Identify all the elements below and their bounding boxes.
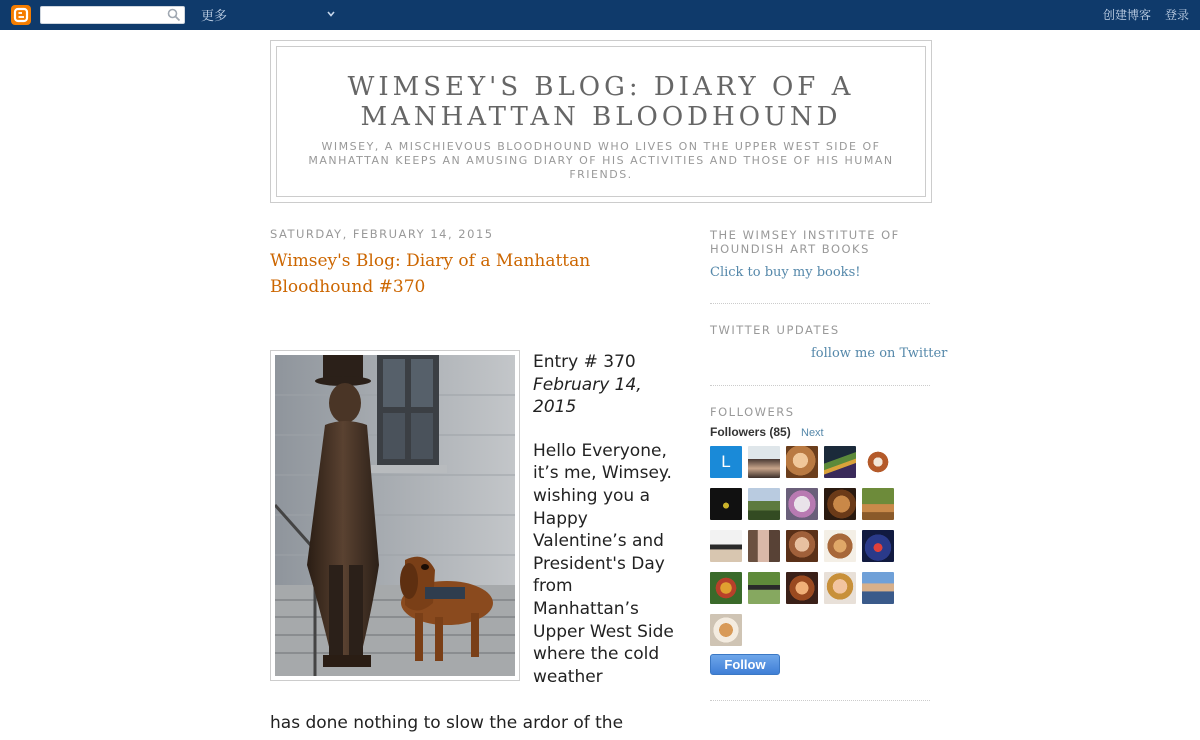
navbar-more-menu[interactable]: 更多 [201,9,228,24]
login-link[interactable]: 登录 [1165,8,1190,22]
post-date: SATURDAY, FEBRUARY 14, 2015 [270,227,494,241]
follower-avatar[interactable] [862,446,894,478]
follower-avatar[interactable] [862,572,894,604]
blog-header [270,40,932,203]
follower-avatar[interactable] [824,572,856,604]
post-body-text: Hello Everyone, it’s me, Wimsey. wishing you a Happy Valentine’s and President's Day from Manhattan’s Upper West Side where the cold weather [533,440,674,687]
sidebar-divider [710,385,930,386]
blog-header-inner [276,46,926,197]
sidebar-divider [710,700,930,701]
blog-title[interactable]: WIMSEY'S BLOG: DIARY OF A MANHATTAN BLOODHOUND [347,72,855,132]
follower-avatar[interactable]: L [710,446,742,478]
follower-avatar[interactable] [748,488,780,520]
follower-avatar[interactable] [710,572,742,604]
follower-avatar[interactable] [710,488,742,520]
navbar-search-input[interactable] [40,6,185,24]
blog-description: WIMSEY, A MISCHIEVOUS BLOODHOUND WHO LIVES ON THE UPPER WEST SIDE OF MANHATTAN KEEPS AN AMUSING DIARY OF HIS ACTIVITIES AND THOSE OF HIS HUMAN FRIENDS. [308,140,894,181]
follower-avatar[interactable] [748,530,780,562]
post-body-narrow [533,351,683,688]
post-image[interactable] [270,350,520,681]
followers-count: Followers (85) [710,425,791,439]
chevron-down-icon[interactable] [326,9,336,19]
follower-avatar[interactable] [862,488,894,520]
books-widget-heading: THE WIMSEY INSTITUTE OF HOUNDISH ART BOOKS [710,228,900,256]
twitter-follow-link[interactable]: follow me on Twitter [811,346,948,361]
follower-avatar[interactable] [786,530,818,562]
follower-avatar[interactable] [786,446,818,478]
blogger-logo-icon[interactable] [11,5,31,25]
sidebar-divider [710,303,930,304]
follow-button[interactable]: Follow [710,654,780,675]
follower-avatar[interactable] [748,572,780,604]
follower-avatar[interactable] [824,530,856,562]
post-title[interactable]: Wimsey's Blog: Diary of a Manhattan Bloodhound #370 [270,251,591,297]
twitter-widget-heading: TWITTER UPDATES [710,323,840,337]
blogger-navbar [0,0,1200,30]
follower-avatar[interactable] [710,614,742,646]
follower-avatar[interactable] [710,530,742,562]
follower-avatar[interactable] [748,446,780,478]
entry-date: February 14, 2015 [533,374,642,418]
follower-avatar[interactable] [786,488,818,520]
followers-widget-heading: FOLLOWERS [710,405,795,419]
buy-books-link[interactable]: Click to buy my books! [710,265,861,280]
entry-number: Entry # 370 [533,352,636,372]
follower-avatar[interactable] [824,488,856,520]
post-body-continued: has done nothing to slow the ardor of the [270,713,624,733]
follower-avatar[interactable] [786,572,818,604]
lincoln-statue-with-bloodhound-photo [275,355,515,676]
create-blog-link[interactable]: 创建博客 [1103,8,1152,22]
follower-avatar[interactable] [862,530,894,562]
follower-avatar[interactable] [824,446,856,478]
followers-next-link[interactable]: Next [801,427,824,439]
search-icon[interactable] [167,8,181,22]
